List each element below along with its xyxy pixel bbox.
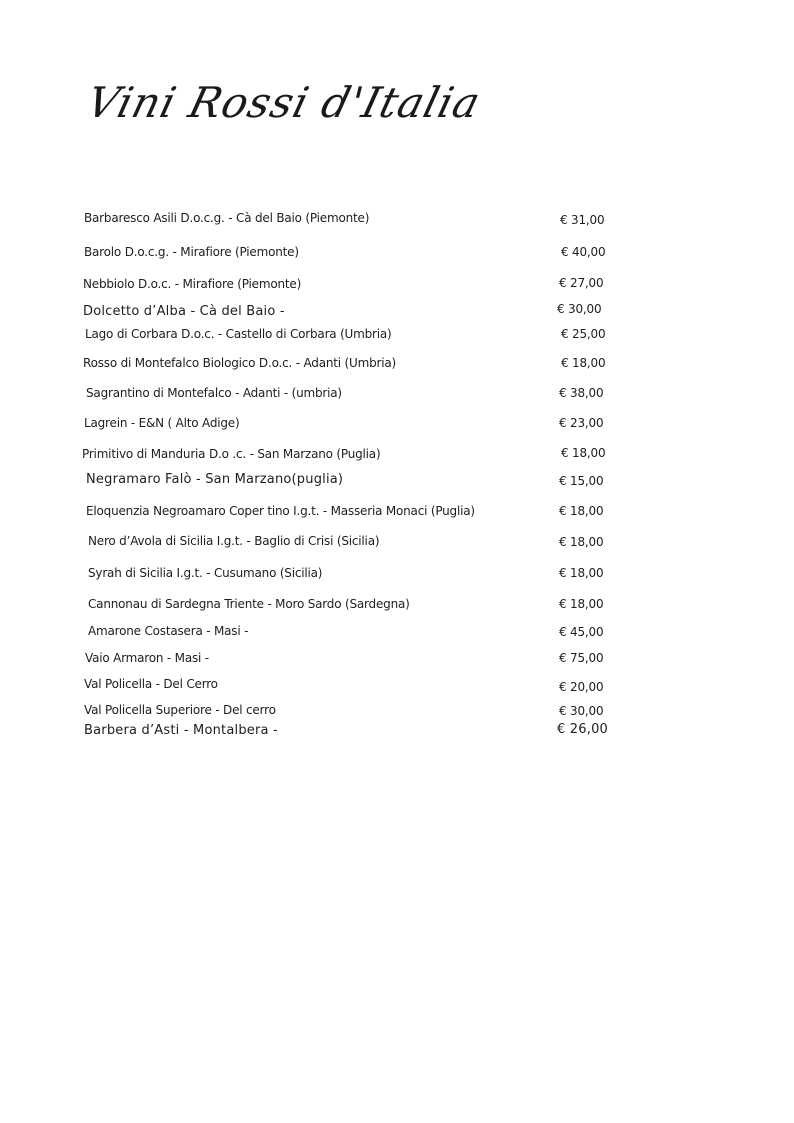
wine-name: Rosso di Montefalco Biologico D.o.c. - Adanti (Umbria) xyxy=(83,356,396,370)
wine-price: € 23,00 xyxy=(559,416,604,430)
wine-price: € 30,00 xyxy=(557,302,602,316)
wine-price: € 25,00 xyxy=(561,327,606,341)
wine-name: Barbera d’Asti - Montalbera - xyxy=(84,723,278,738)
wine-price: € 18,00 xyxy=(559,535,604,549)
wine-price: € 18,00 xyxy=(559,566,604,580)
wine-name: Barolo D.o.c.g. - Mirafiore (Piemonte) xyxy=(84,245,299,259)
page-title: Vini Rossi d'Italia xyxy=(82,78,486,127)
wine-price: € 30,00 xyxy=(559,704,604,718)
wine-price: € 15,00 xyxy=(559,474,604,488)
wine-name: Sagrantino di Montefalco - Adanti - (umbria) xyxy=(86,386,342,400)
wine-name: Vaio Armaron - Masi - xyxy=(85,651,209,665)
wine-price: € 26,00 xyxy=(557,722,609,737)
wine-name: Syrah di Sicilia I.g.t. - Cusumano (Sicilia) xyxy=(88,566,323,580)
wine-name: Lagrein - E&N ( Alto Adige) xyxy=(84,416,240,430)
wine-price: € 20,00 xyxy=(559,680,604,694)
wine-name: Nero d’Avola di Sicilia I.g.t. - Baglio di Crisi (Sicilia) xyxy=(88,534,380,548)
wine-price: € 75,00 xyxy=(559,651,604,665)
wine-name: Negramaro Falò - San Marzano(puglia) xyxy=(86,472,344,487)
wine-price: € 18,00 xyxy=(561,356,606,370)
wine-name: Lago di Corbara D.o.c. - Castello di Corbara (Umbria) xyxy=(85,327,392,341)
wine-name: Cannonau di Sardegna Triente - Moro Sardo (Sardegna) xyxy=(88,597,410,611)
wine-price: € 31,00 xyxy=(560,213,605,227)
wine-price: € 18,00 xyxy=(559,504,604,518)
wine-price: € 38,00 xyxy=(559,386,604,400)
wine-name: Primitivo di Manduria D.o .c. - San Marzano (Puglia) xyxy=(82,447,381,461)
wine-name: Nebbiolo D.o.c. - Mirafiore (Piemonte) xyxy=(83,277,302,291)
wine-name: Barbaresco Asili D.o.c.g. - Cà del Baio (Piemonte) xyxy=(84,211,370,225)
wine-name: Val Policella - Del Cerro xyxy=(84,677,218,691)
wine-name: Eloquenzia Negroamaro Coper tino I.g.t. - Masseria Monaci (Puglia) xyxy=(86,504,475,518)
wine-name: Dolcetto d’Alba - Cà del Baio - xyxy=(83,304,285,319)
wine-price: € 18,00 xyxy=(559,597,604,611)
wine-name: Amarone Costasera - Masi - xyxy=(88,624,249,638)
wine-price: € 18,00 xyxy=(561,446,606,460)
wine-price: € 45,00 xyxy=(559,625,604,639)
wine-price: € 27,00 xyxy=(559,276,604,290)
wine-price: € 40,00 xyxy=(561,245,606,259)
wine-name: Val Policella Superiore - Del cerro xyxy=(84,703,276,717)
